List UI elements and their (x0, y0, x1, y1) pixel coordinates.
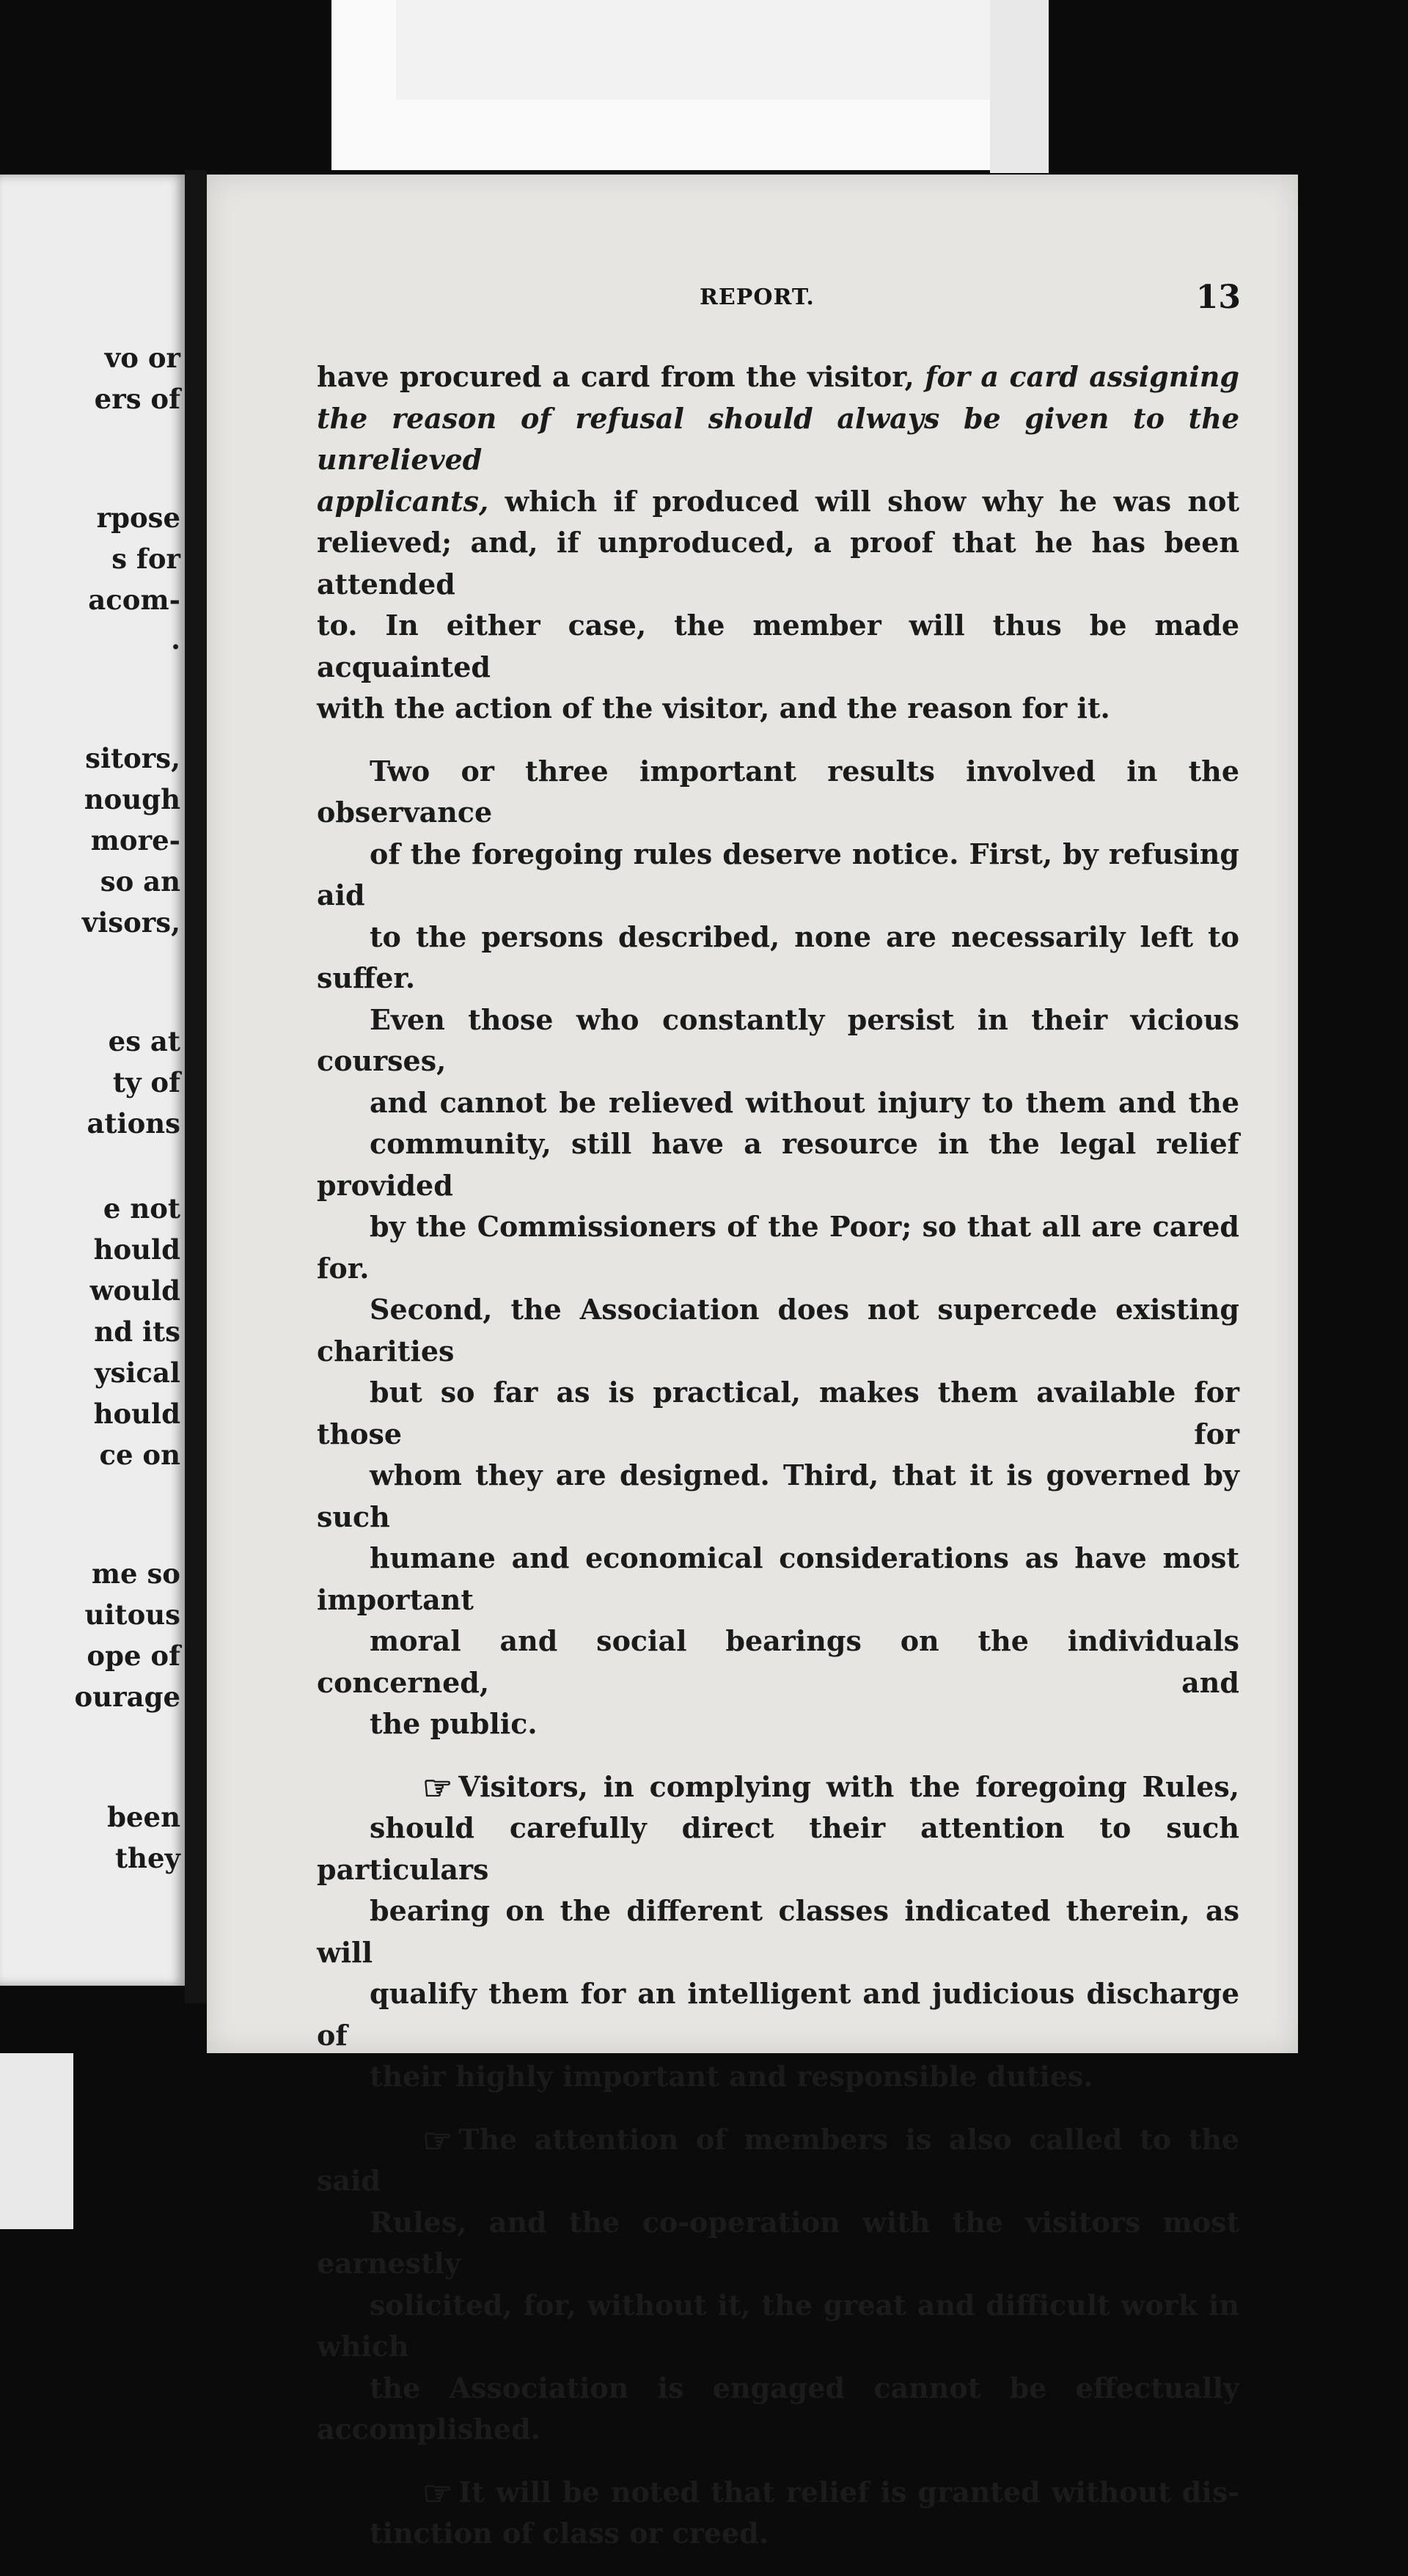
previous-page-text-fragment: ce on (99, 1439, 180, 1471)
text-line: the Association is engaged cannot be effectually accomplished. (317, 2371, 1239, 2445)
page-number: 13 (1195, 279, 1241, 316)
previous-page-text-fragment: acom- (88, 584, 180, 616)
previous-page-text-fragment: vo or (104, 342, 180, 374)
previous-page-text-fragment: been (107, 1801, 180, 1833)
previous-page-text-fragment: visors, (81, 906, 180, 939)
previous-page-text-fragment: rpose (96, 502, 180, 534)
text-line: to the persons described, none are necessarily left to suffer. (317, 920, 1239, 994)
text-run: It will be noted that relief is granted without dis- (458, 2475, 1239, 2509)
text-line: should carefully direct their attention to such particulars (317, 1811, 1239, 1886)
previous-page-text-fragment: es at (108, 1025, 180, 1057)
text-line: moral and social bearings on the individuals concerned, and (317, 1624, 1239, 1699)
paragraph-4 (317, 2119, 1239, 2451)
page-gutter (185, 170, 207, 2003)
text-line: community, still have a resource in the legal relief provided (317, 1127, 1239, 1202)
previous-page-text-fragment: hould (93, 1398, 180, 1430)
italic-run: applicants, (317, 484, 489, 518)
running-head (207, 279, 1298, 329)
previous-page-text-fragment: sitors, (85, 742, 180, 774)
previous-page-edge (0, 175, 185, 1986)
text-line: to. In either case, the member will thus be made acquainted (317, 609, 1239, 683)
previous-page-text-fragment: they (114, 1842, 180, 1874)
running-head-title: REPORT. (700, 285, 815, 310)
text-line: Even those who constantly persist in their vicious courses, (317, 1002, 1239, 1077)
text-line: solicited, for, without it, the great and difficult work in which (317, 2288, 1239, 2363)
text-run: The attention of members is also called to the said (317, 2122, 1239, 2197)
book-page (207, 175, 1298, 2550)
previous-page-text-fragment: would (89, 1274, 180, 1307)
text-line: the public. (370, 1707, 538, 1740)
text-line: by the Commissioners of the Poor; so that all are cared for. (317, 1210, 1239, 1285)
text-line: their highly important and responsible duties. (370, 2060, 1093, 2093)
pointing-hand-icon: ☞ (422, 2120, 453, 2160)
previous-page-text-fragment: more- (90, 824, 180, 856)
text-line: of the foregoing rules deserve notice. First, by refusing aid (317, 837, 1239, 911)
text-line: and cannot be relieved without injury to them and the (370, 1085, 1239, 1119)
italic-run: the reason of refusal should always be given to the unrelieved (317, 401, 1239, 476)
previous-page-text-fragment: s for (111, 543, 180, 575)
previous-page-text-fragment: . (171, 623, 180, 656)
previous-page-text-fragment: ty of (112, 1066, 180, 1098)
previous-page-text-fragment: ysical (95, 1357, 180, 1389)
paragraph-5 (317, 2472, 1239, 2555)
previous-page-text-fragment: so an (100, 865, 180, 898)
pointing-hand-icon: ☞ (422, 2473, 453, 2513)
page-body (317, 356, 1239, 2576)
previous-page-text-fragment: ations (87, 1107, 180, 1140)
previous-page-text-fragment: hould (93, 1233, 180, 1266)
italic-run: for a card assigning (925, 360, 1239, 393)
previous-page-text-fragment: ers of (94, 383, 180, 415)
text-line: qualify them for an intelligent and judicious discharge of (317, 1977, 1239, 2052)
paper-slip (990, 0, 1049, 173)
text-line: Rules, and the co-operation with the visitors most earnestly (317, 2205, 1239, 2280)
text-line: but so far as is practical, makes them available for those for (317, 1376, 1239, 1450)
paragraph-2 (317, 751, 1239, 1745)
text-line: with the action of the visitor, and the reason for it. (317, 691, 1110, 724)
previous-page-text-fragment: ope of (87, 1640, 180, 1672)
previous-page-text-fragment: nd its (94, 1315, 180, 1348)
text-line: humane and economical considerations as have most important (317, 1541, 1239, 1616)
text-run: which if produced will show why he was not (505, 484, 1239, 518)
text-line: Two or three important results involved in the observance (317, 754, 1239, 829)
previous-page-text-fragment: nough (84, 783, 180, 815)
paragraph-3 (317, 1766, 1239, 2098)
text-line: Second, the Association does not supercede existing charities (317, 1293, 1239, 1368)
text-line: relieved; and, if unproduced, a proof that he has been attended (317, 526, 1239, 601)
text-run: Visitors, in complying with the foregoing Rules, (458, 1769, 1239, 1803)
text-line: whom they are designed. Third, that it is governed by such (317, 1458, 1239, 1533)
text-line: bearing on the different classes indicated therein, as will (317, 1894, 1239, 1969)
paragraph-1 (317, 356, 1239, 730)
pointing-hand-icon: ☞ (422, 1767, 453, 1808)
previous-page-text-fragment: e not (103, 1192, 180, 1225)
previous-page-text-fragment: uitous (84, 1599, 180, 1631)
text-line: tinction of class or creed. (370, 2517, 769, 2550)
previous-page-text-fragment: ourage (74, 1681, 180, 1713)
text-run: have procured a card from the visitor, (317, 360, 914, 393)
previous-page-text-fragment: me so (91, 1557, 180, 1590)
paper-strip (0, 2053, 73, 2229)
paper-slip (396, 0, 1006, 100)
